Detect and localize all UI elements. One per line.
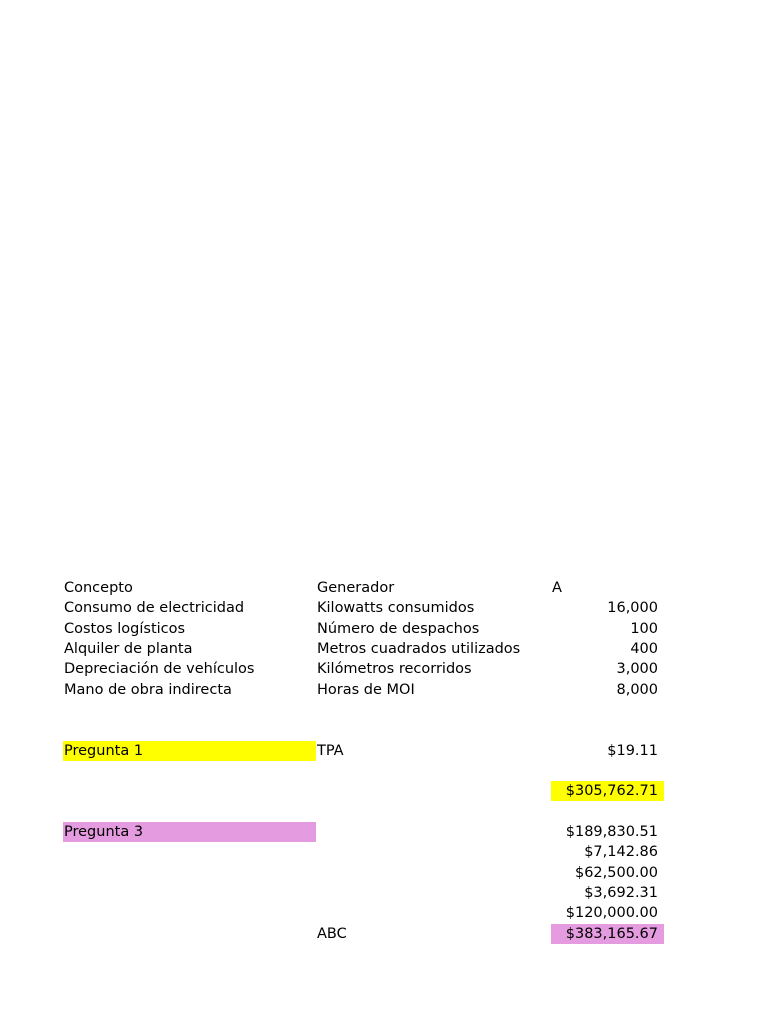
pregunta-3-value: $7,142.86 [584, 844, 658, 860]
row-concepto: Alquiler de planta [64, 641, 193, 657]
row-value-a: 3,000 [616, 661, 658, 677]
row-value-a: 100 [630, 621, 658, 637]
abc-label: ABC [317, 926, 347, 942]
pregunta-1-total: $305,762.71 [551, 781, 664, 801]
row-generador: Horas de MOI [317, 682, 415, 698]
row-concepto: Mano de obra indirecta [64, 682, 232, 698]
header-concepto: Concepto [64, 580, 133, 596]
abc-total: $383,165.67 [551, 924, 664, 944]
pregunta-3-label: Pregunta 3 [63, 822, 316, 842]
header-generador: Generador [317, 580, 395, 596]
pregunta-3-value: $120,000.00 [565, 905, 658, 921]
row-value-a: 16,000 [607, 600, 658, 616]
row-generador: Kilowatts consumidos [317, 600, 475, 616]
pregunta-1-label: Pregunta 1 [63, 741, 316, 761]
pregunta-3-value: $62,500.00 [574, 865, 658, 881]
row-value-a: 400 [630, 641, 658, 657]
row-concepto: Depreciación de vehículos [64, 661, 255, 677]
row-concepto: Costos logísticos [64, 621, 186, 637]
header-a: A [552, 580, 562, 596]
row-generador: Metros cuadrados utilizados [317, 641, 521, 657]
row-value-a: 8,000 [616, 682, 658, 698]
pregunta-3-value: $189,830.51 [565, 824, 658, 840]
pregunta-3-value: $3,692.31 [584, 885, 658, 901]
row-concepto: Consumo de electricidad [64, 600, 245, 616]
row-generador: Kilómetros recorridos [317, 661, 472, 677]
tpa-label: TPA [317, 743, 344, 759]
tpa-value: $19.11 [607, 743, 658, 759]
row-generador: Número de despachos [317, 621, 480, 637]
